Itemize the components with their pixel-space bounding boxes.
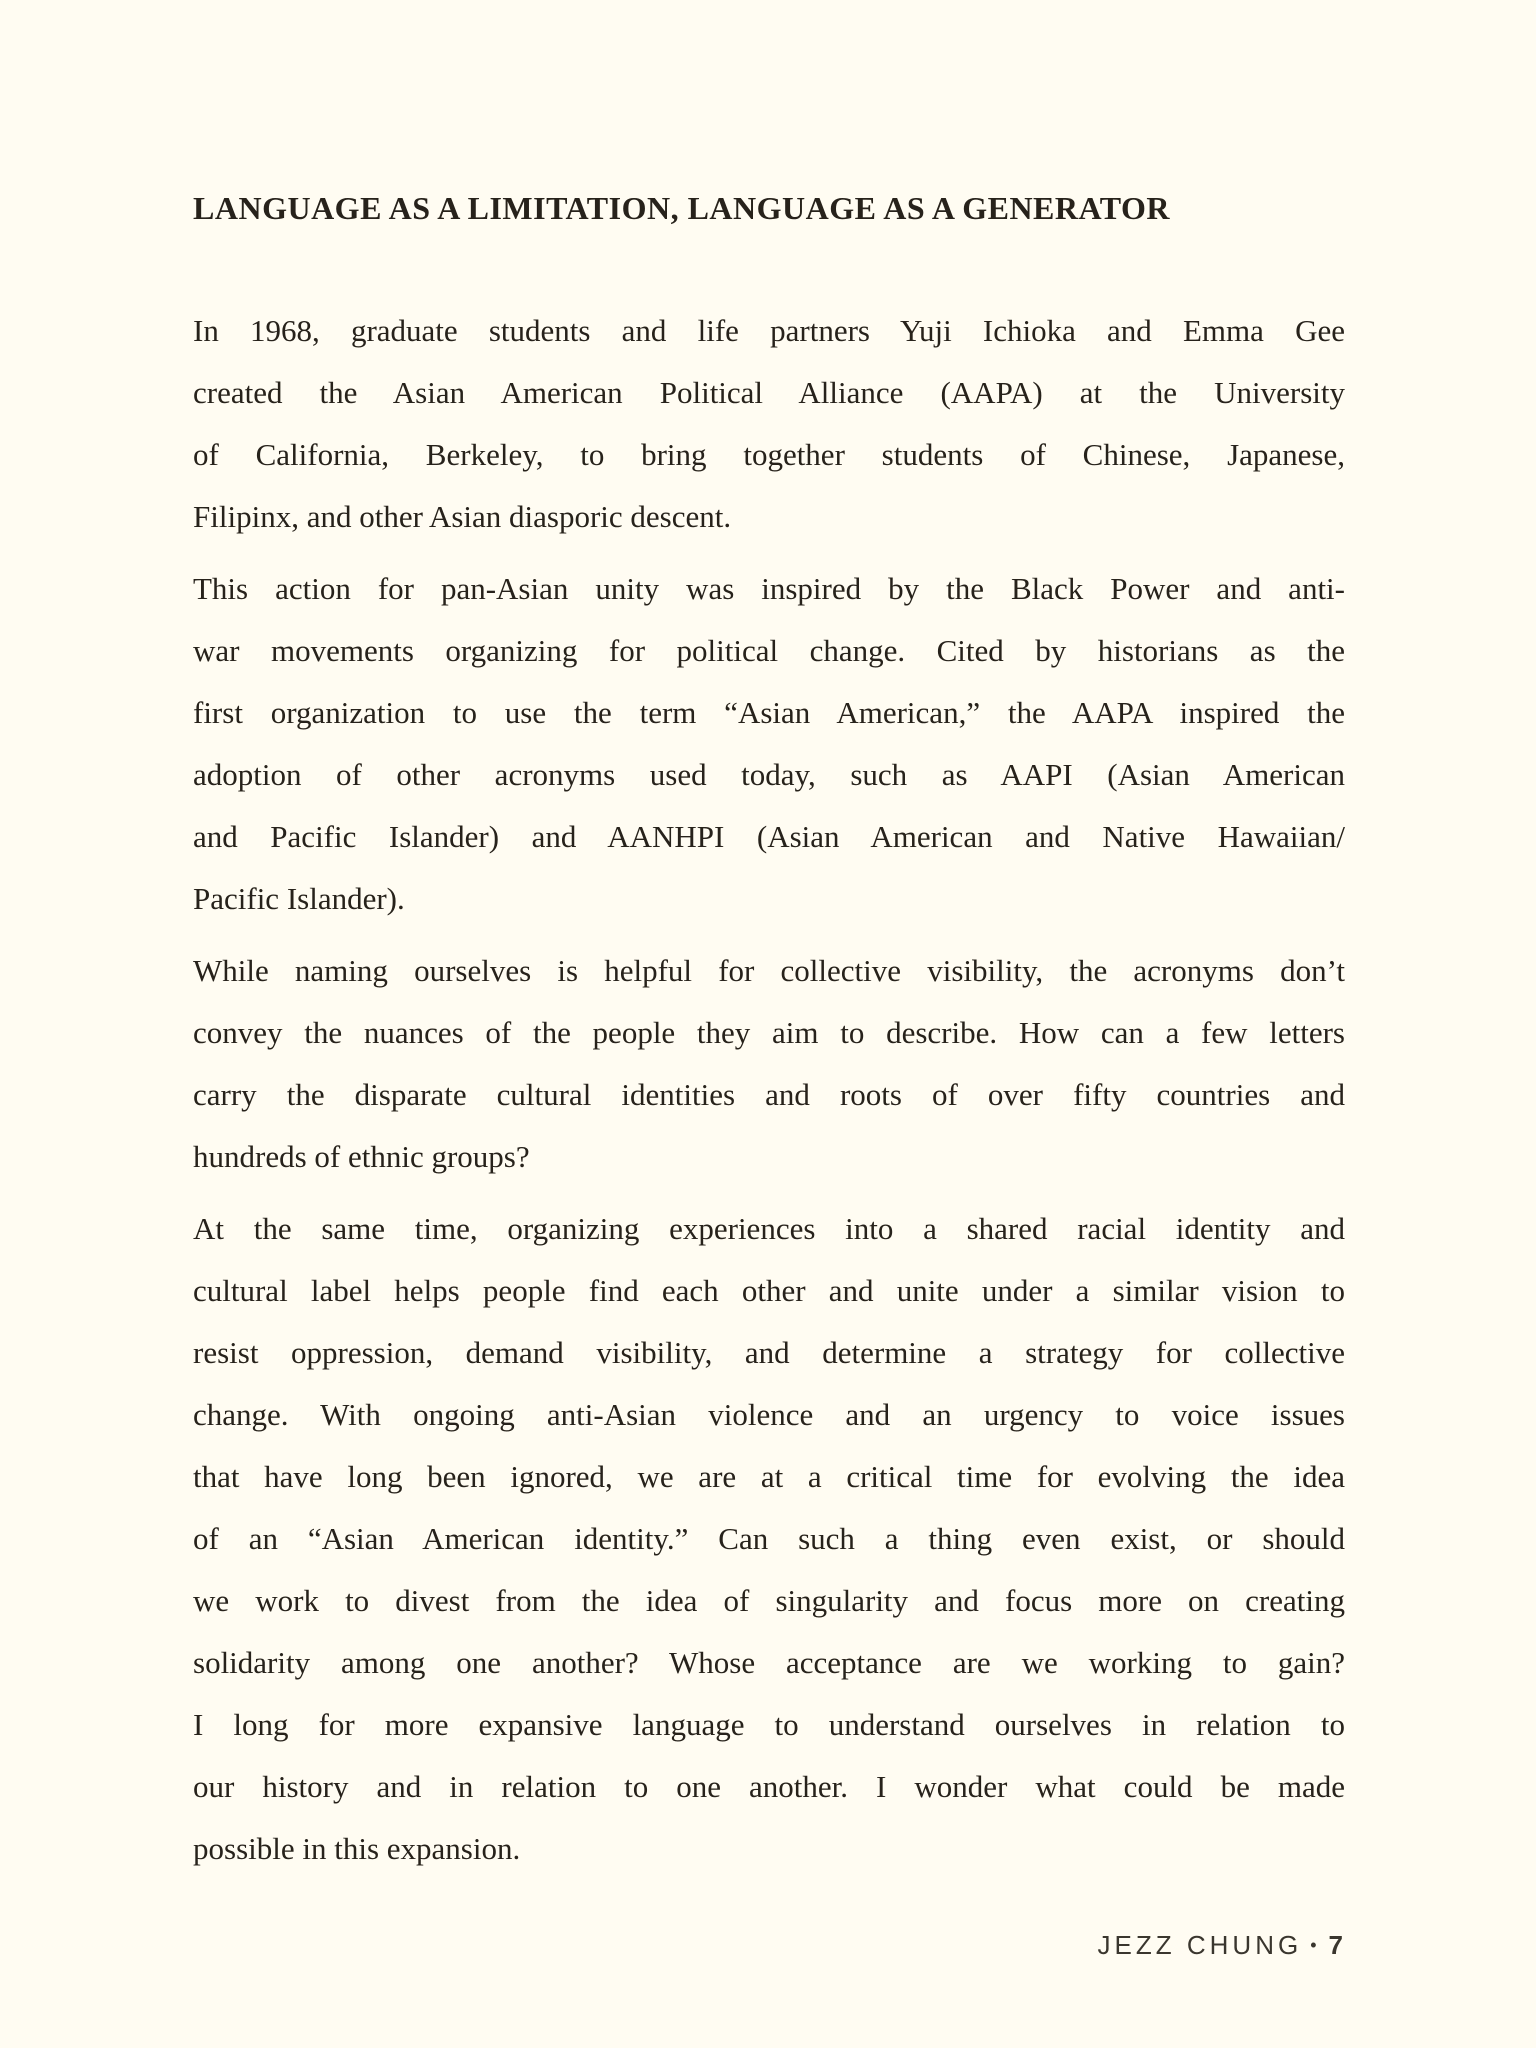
- text-line: war movements organizing for political change. Cited by historians as the: [193, 633, 1345, 668]
- text-line: change. With ongoing anti-Asian violence and an urgency to voice issues: [193, 1397, 1345, 1432]
- paragraph: [193, 558, 1345, 930]
- text-line: that have long been ignored, we are at a critical time for evolving the idea: [193, 1459, 1345, 1494]
- text-line: I long for more expansive language to understand ourselves in relation to: [193, 1707, 1345, 1742]
- paragraph: [193, 1198, 1345, 1880]
- text-line: hundreds of ethnic groups?: [193, 1139, 530, 1174]
- text-line: carry the disparate cultural identities and roots of over fifty countries and: [193, 1077, 1345, 1112]
- body-text: [193, 300, 1345, 1880]
- text-line: solidarity among one another? Whose acceptance are we working to gain?: [193, 1645, 1345, 1680]
- section-heading: LANGUAGE AS A LIMITATION, LANGUAGE AS A GENERATOR: [193, 190, 1170, 226]
- text-line: Pacific Islander).: [193, 881, 405, 916]
- separator-dot-icon: •: [1310, 1935, 1317, 1955]
- text-line: cultural label helps people find each other and unite under a similar vision to: [193, 1273, 1345, 1308]
- text-line: created the Asian American Political Alliance (AAPA) at the University: [193, 375, 1345, 410]
- author-name: JEZZ CHUNG: [1097, 1930, 1303, 1960]
- paragraph: [193, 940, 1345, 1188]
- text-line: While naming ourselves is helpful for collective visibility, the acronyms don’t: [193, 953, 1345, 988]
- text-line: first organization to use the term “Asian American,” the AAPA inspired the: [193, 695, 1345, 730]
- text-line: convey the nuances of the people they aim to describe. How can a few letters: [193, 1015, 1345, 1050]
- text-line: This action for pan-Asian unity was inspired by the Black Power and anti-: [193, 571, 1345, 606]
- text-line: of an “Asian American identity.” Can such a thing even exist, or should: [193, 1521, 1345, 1556]
- text-line: possible in this expansion.: [193, 1831, 521, 1866]
- page-content: [193, 188, 1345, 1880]
- paragraph: [193, 300, 1345, 548]
- text-line: we work to divest from the idea of singularity and focus more on creating: [193, 1583, 1345, 1618]
- text-line: our history and in relation to one another. I wonder what could be made: [193, 1769, 1345, 1804]
- text-line: In 1968, graduate students and life partners Yuji Ichioka and Emma Gee: [193, 313, 1345, 348]
- text-line: resist oppression, demand visibility, and determine a strategy for collective: [193, 1335, 1345, 1370]
- text-line: and Pacific Islander) and AANHPI (Asian American and Native Hawaiian/: [193, 819, 1345, 854]
- page-number: 7: [1328, 1930, 1345, 1960]
- text-line: of California, Berkeley, to bring together students of Chinese, Japanese,: [193, 437, 1345, 472]
- text-line: At the same time, organizing experiences into a shared racial identity and: [193, 1211, 1345, 1246]
- text-line: Filipinx, and other Asian diasporic descent.: [193, 499, 732, 534]
- text-line: adoption of other acronyms used today, such as AAPI (Asian American: [193, 757, 1345, 792]
- page-footer: [1098, 1930, 1345, 1960]
